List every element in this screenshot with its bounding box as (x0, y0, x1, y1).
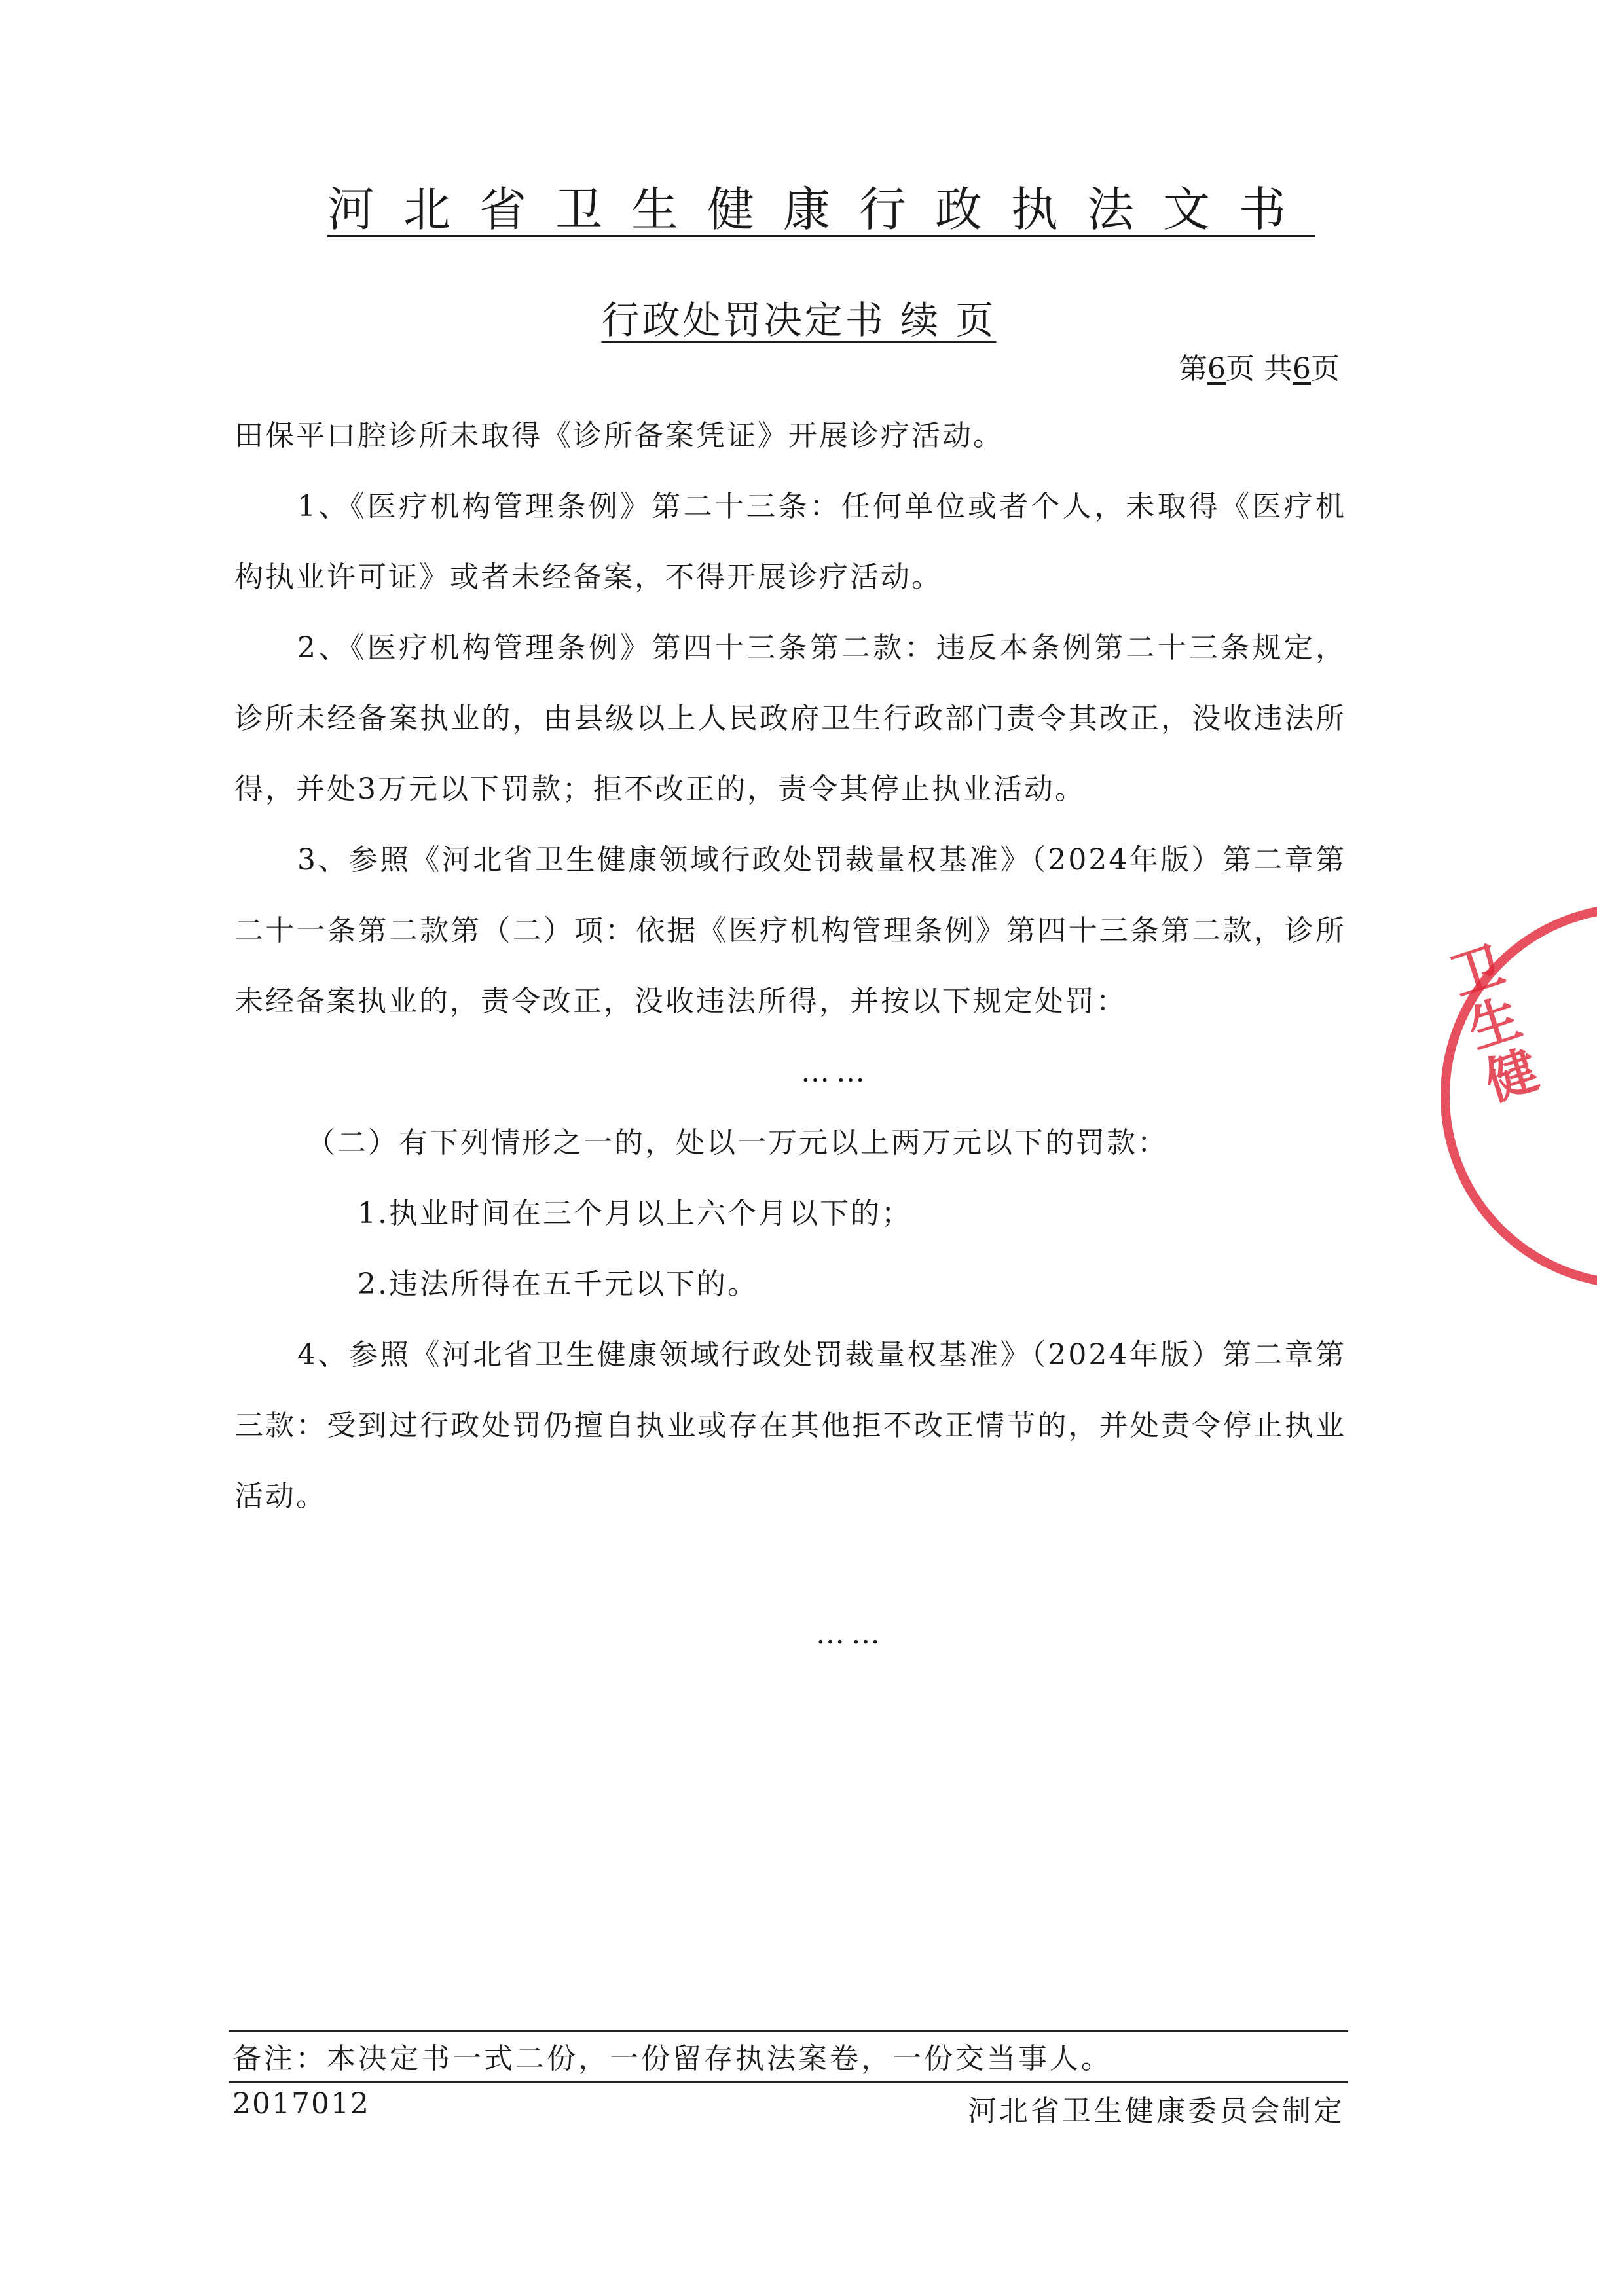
page-number-current: 6 (1207, 352, 1226, 386)
paragraph-article-23: 1、《医疗机构管理条例》第二十三条：任何单位或者个人，未取得《医疗机构执业许可证》或者未经备案，不得开展诊疗活动。 (234, 490, 1346, 594)
document-subtitle: 行政处罚决定书 续 页 (601, 298, 997, 342)
paragraph-article-43: 2、《医疗机构管理条例》第四十三条第二款：违反本条例第二十三条规定，诊所未经备案执业的，由县级以上人民政府卫生行政部门责令其改正，没收违法所得，并处3万元以下罚款；拒不改正的，责令其停止执业活动。 (234, 631, 1346, 806)
paragraph-condition-2: 2.违法所得在五千元以下的。 (358, 1267, 758, 1301)
form-code: 2017012 (232, 2087, 370, 2121)
document-body (234, 401, 1346, 1532)
official-seal-text: 卫生健 (1437, 937, 1545, 1113)
document-title: 河北省卫生健康行政执法文书 (327, 182, 1315, 237)
footer-top-rule (229, 2030, 1348, 2032)
form-issuer: 河北省卫生健康委员会制定 (968, 2094, 1345, 2128)
page-number-total: 6 (1293, 352, 1311, 386)
paragraph-condition-1: 1.执业时间在三个月以上六个月以下的； (358, 1197, 912, 1230)
page-number-middle: 页 共 (1226, 352, 1293, 386)
paragraph-additional-penalty: 4、参照《河北省卫生健康领域行政处罚裁量权基准》（2024年版）第二章第三款：受到过行政处罚仍擅自执业或存在其他拒不改正情节的，并处责令停止执业活动。 (234, 1338, 1346, 1513)
paragraph-discretion-standard: 3、参照《河北省卫生健康领域行政处罚裁量权基准》（2024年版）第二章第二十一条第二款第（二）项：依据《医疗机构管理条例》第四十三条第二款，诊所未经备案执业的，责令改正，没收违法所得，并按以下规定处罚： (234, 843, 1346, 1018)
page-number (1179, 345, 1340, 387)
ellipsis-continued: …… (816, 1617, 887, 1650)
footer-note: 备注：本决定书一式二份，一份留存执法案卷，一份交当事人。 (232, 2042, 1112, 2075)
paragraph-penalty-range: （二）有下列情形之一的，处以一万元以上两万元以下的罚款： (306, 1126, 1168, 1159)
page-number-suffix: 页 (1311, 352, 1340, 386)
paragraph-case-summary: 田保平口腔诊所未取得《诊所备案凭证》开展诊疗活动。 (234, 419, 1004, 452)
page-number-prefix: 第 (1179, 352, 1207, 386)
ellipsis-omitted: …… (801, 1055, 872, 1089)
footer-bottom-rule (229, 2081, 1348, 2083)
